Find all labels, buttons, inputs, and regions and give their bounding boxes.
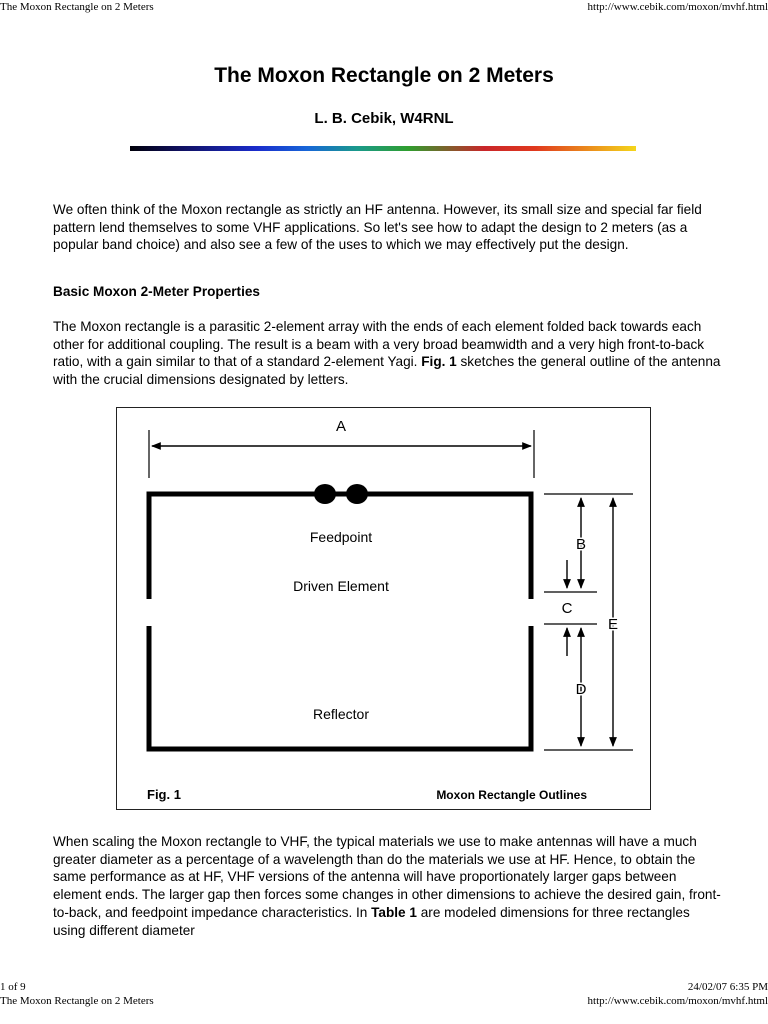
figure-caption: Moxon Rectangle Outlines (436, 788, 587, 802)
author-line: L. B. Cebik, W4RNL (314, 110, 454, 127)
figure-number: Fig. 1 (147, 787, 181, 802)
footer-title: The Moxon Rectangle on 2 Meters (0, 995, 154, 1007)
footer-url: http://www.cebik.com/moxon/mvhf.html (587, 995, 768, 1007)
section-heading: Basic Moxon 2-Meter Properties (53, 284, 260, 299)
print-header-url: http://www.cebik.com/moxon/mvhf.html (587, 1, 768, 13)
table-reference: Table 1 (371, 904, 417, 920)
print-datetime: 24/02/07 6:35 PM (687, 981, 768, 993)
dim-label-a: A (335, 418, 347, 435)
paragraph-text: When scaling the Moxon rectangle to VHF, the typical materials we use to make antennas will have a much greater diameter as a percentage of a wavelength than do the materials we use at HF. Hence, to obtain the same performance as at HF, VHF versions of the antenna will have proportionately larger gaps between element ends. The larger gap then forces some changes in other dimensions to achieve the desired gain, front-to-back, and feedpoint impedance characteristics. In (53, 834, 721, 920)
figure-moxon-outline (116, 407, 651, 810)
feedpoint-terminal-left (314, 484, 336, 504)
dim-label-b: B (575, 536, 587, 553)
dim-label-c: C (561, 600, 573, 617)
dim-label-e: E (607, 616, 619, 633)
page-number: 1 of 9 (0, 981, 26, 993)
intro-paragraph: We often think of the Moxon rectangle as strictly an HF antenna. However, its small size and special far field pattern lend themselves to some VHF applications. So let's see how to adapt the design to 2 meters (as a popular band choice) and also see a few of the uses to which we may effectively put the design. (53, 202, 702, 253)
reflector-label: Reflector (312, 706, 370, 722)
dim-label-d: D (575, 681, 587, 698)
paragraph-text: sketches the general outline of the antenna with the crucial dimensions designated by letters. (53, 354, 721, 388)
feedpoint-label: Feedpoint (309, 529, 373, 545)
properties-paragraph (53, 318, 723, 389)
dimension-a (149, 418, 534, 478)
driven-element-label: Driven Element (293, 578, 389, 594)
reflector-element (149, 626, 531, 749)
paragraph-text: The Moxon rectangle is a parasitic 2-element array with the ends of each element folded back towards each other for additional coupling. The result is a beam with a very broad beamwidth and a very high front-to-back ratio, with a gain similar to that of a standard 2-element Yagi. (53, 319, 705, 370)
print-header-title: The Moxon Rectangle on 2 Meters (0, 1, 154, 13)
fig-reference: Fig. 1 (421, 354, 457, 370)
moxon-diagram (117, 408, 652, 811)
rainbow-divider (130, 146, 636, 151)
page-title: The Moxon Rectangle on 2 Meters (214, 64, 554, 87)
scaling-paragraph (53, 833, 723, 939)
paragraph-text: are modeled dimensions for three rectangles using different diameter (53, 904, 690, 938)
side-dimensions (544, 494, 633, 750)
feedpoint-terminal-right (346, 484, 368, 504)
